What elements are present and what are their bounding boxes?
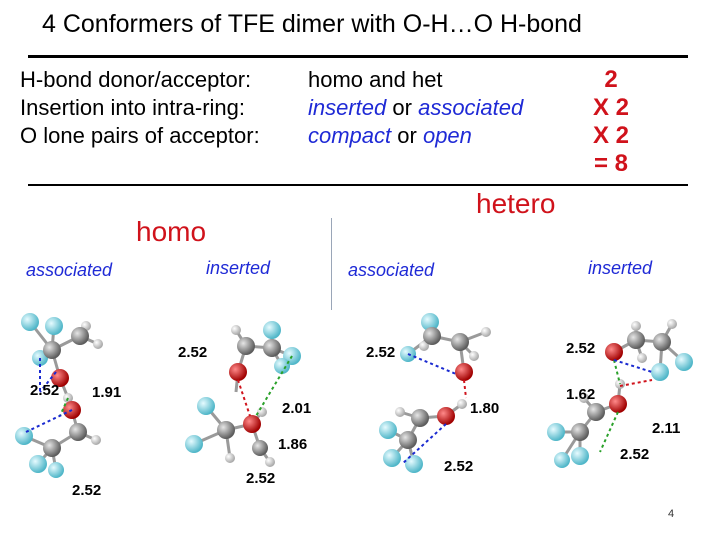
subgroup-homo-inserted: inserted <box>206 258 271 278</box>
count-line-3: X 2 <box>592 122 630 149</box>
subgroup-hetero-inserted: inserted <box>588 258 653 278</box>
value-associated: associated <box>418 95 524 120</box>
criteria-label-3: O lone pairs of acceptor: <box>20 123 260 148</box>
value-homo-het: homo and het <box>308 67 443 92</box>
distance-label: 2.52 <box>246 470 276 487</box>
criteria-label-2: Insertion into intra-ring: <box>20 95 245 120</box>
group-homo: homo <box>136 216 207 247</box>
conformer-hetero-associated <box>379 313 491 473</box>
distance-label: 1.62 <box>566 386 596 403</box>
group-hetero: hetero <box>476 188 556 219</box>
distance-label: 2.52 <box>178 344 208 361</box>
distance-label: 1.80 <box>470 400 500 417</box>
distance-label: 2.52 <box>30 382 60 399</box>
value-or-1: or <box>386 95 419 120</box>
slide-title: 4 Conformers of TFE dimer with O-H…O H-bond <box>42 10 582 38</box>
criteria-label-1: H-bond donor/acceptor: <box>20 67 252 92</box>
value-open: open <box>422 123 472 148</box>
count-line-1: 2 <box>604 66 618 93</box>
distance-label: 2.11 <box>652 420 681 437</box>
distance-label: 2.01 <box>282 400 312 417</box>
distance-label: 2.52 <box>444 458 474 475</box>
count-line-4: = 8 <box>593 150 629 177</box>
distance-label: 2.52 <box>566 340 596 357</box>
subgroup-hetero-associated: associated <box>348 260 435 280</box>
distance-label: 1.86 <box>278 436 308 453</box>
distance-label: 2.52 <box>366 344 396 361</box>
distance-label: 1.91 <box>92 384 122 401</box>
count-line-2: X 2 <box>592 94 630 121</box>
distance-label: 2.52 <box>72 482 102 499</box>
value-or-2: or <box>391 123 423 148</box>
subgroup-homo-associated: associated <box>26 260 113 280</box>
distance-label: 2.52 <box>620 446 650 463</box>
value-inserted: inserted <box>308 95 387 120</box>
page-number: 4 <box>668 508 675 520</box>
value-compact: compact <box>308 123 392 148</box>
